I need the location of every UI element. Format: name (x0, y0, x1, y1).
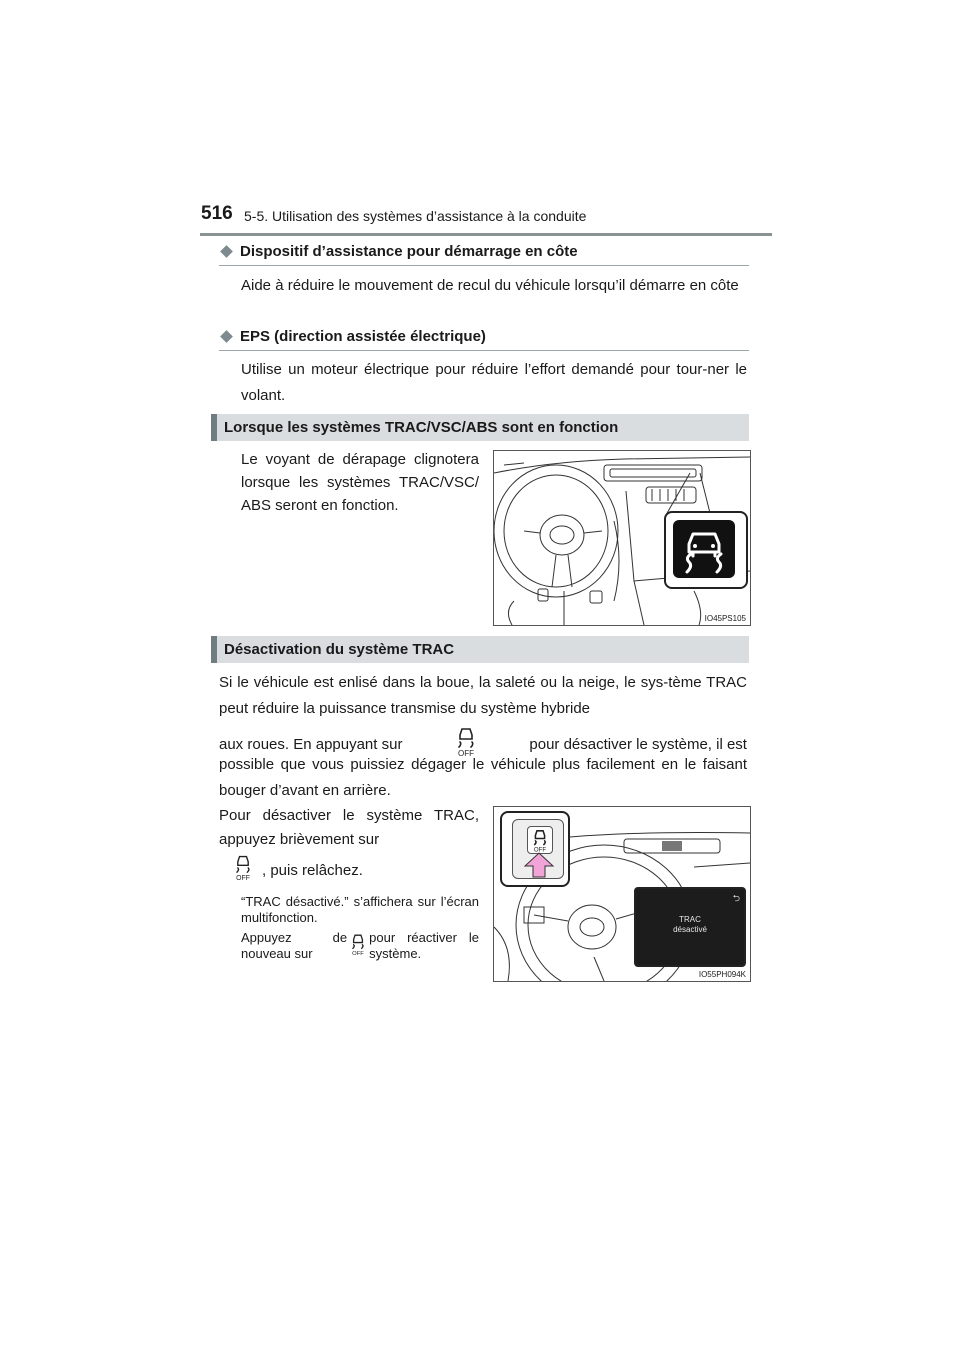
section2-step-icon-line (230, 851, 363, 890)
diamond-bullet-icon (220, 245, 233, 258)
svg-text:OFF: OFF (236, 875, 250, 882)
multi-information-display (634, 887, 746, 967)
section-accent (211, 414, 217, 441)
press-arrow-icon (523, 852, 555, 878)
section2-step-text: Pour désactiver le système TRAC, appuyez brièvement sur (219, 807, 479, 848)
subsection-title-text: EPS (direction assistée électrique) (240, 328, 486, 345)
switch-panel (512, 819, 564, 879)
section-heading-trac-vsc-abs (211, 414, 749, 441)
figure-code: IO55PH094K (698, 970, 746, 979)
svg-text:OFF: OFF (533, 846, 547, 853)
trac-off-button-icon (230, 851, 256, 890)
section-heading-trac-off (211, 636, 749, 663)
subsection-text-hill-start: Aide à réduire le mouvement de recul du véhicule lorsqu’il démarre en côte (241, 277, 739, 294)
note-display-message: “TRAC désactivé.” s’affichera sur l’écran multifonction. (241, 894, 479, 925)
section2-para-c: possible que vous puissiez dégager le véhicule plus facilement en le faisant bouger d’avant en arrière. (219, 756, 747, 799)
section-heading-text: Lorsque les systèmes TRAC/VSC/ABS sont en fonction (224, 419, 619, 436)
step-after-icon-text: , puis relâchez. (262, 862, 363, 879)
trac-off-button-icon (347, 931, 369, 961)
header-divider (200, 233, 772, 236)
para-b-after: pour désactiver le système, il est (529, 735, 747, 753)
subsection-title-eps (219, 328, 486, 345)
para-b-before: aux roues. En appuyant sur (219, 735, 403, 753)
figure-trac-off-display (493, 806, 751, 982)
display-message (636, 915, 744, 935)
diamond-bullet-icon (220, 330, 233, 343)
note2-before: Appuyez de nouveau sur (241, 930, 348, 961)
svg-text:OFF: OFF (352, 951, 365, 957)
figure-dashboard-slip-indicator (493, 450, 751, 626)
subsection-divider (219, 350, 749, 351)
subsection-text-eps: Utilise un moteur électrique pour réduire l’effort demandé pour tour-ner le volant. (241, 361, 747, 404)
figure-code: IO45PS105 (704, 614, 746, 623)
svg-text:OFF: OFF (457, 748, 474, 758)
slip-indicator-callout (664, 511, 748, 589)
display-line-2: désactivé (673, 925, 707, 934)
note2-after: pour réactiver le système. (369, 930, 479, 961)
section-accent (211, 636, 217, 663)
section2-para-a: Si le véhicule est enlisé dans la boue, la saleté ou la neige, le sys-tème TRAC peut réduire la puissance transmise du système hybride (219, 674, 747, 717)
slip-indicator-icon (673, 520, 735, 578)
note-reactivate (241, 930, 479, 962)
section1-text: Le voyant de dérapage clignotera lorsque les systèmes TRAC/VSC/ ABS seront en fonction. (241, 451, 479, 514)
subsection-title-hill-start (219, 243, 578, 260)
subsection-divider (219, 265, 749, 266)
display-return-icon: ⮌ (732, 893, 740, 903)
subsection-title-text: Dispositif d’assistance pour démarrage en côte (240, 243, 578, 260)
page-number: 516 (201, 203, 233, 224)
display-line-1: TRAC (679, 915, 701, 924)
trac-off-switch-icon (527, 826, 553, 854)
trac-off-button-callout (500, 811, 570, 887)
section-heading-text: Désactivation du système TRAC (224, 641, 455, 658)
chapter-title: 5-5. Utilisation des systèmes d’assistance à la conduite (244, 208, 587, 224)
